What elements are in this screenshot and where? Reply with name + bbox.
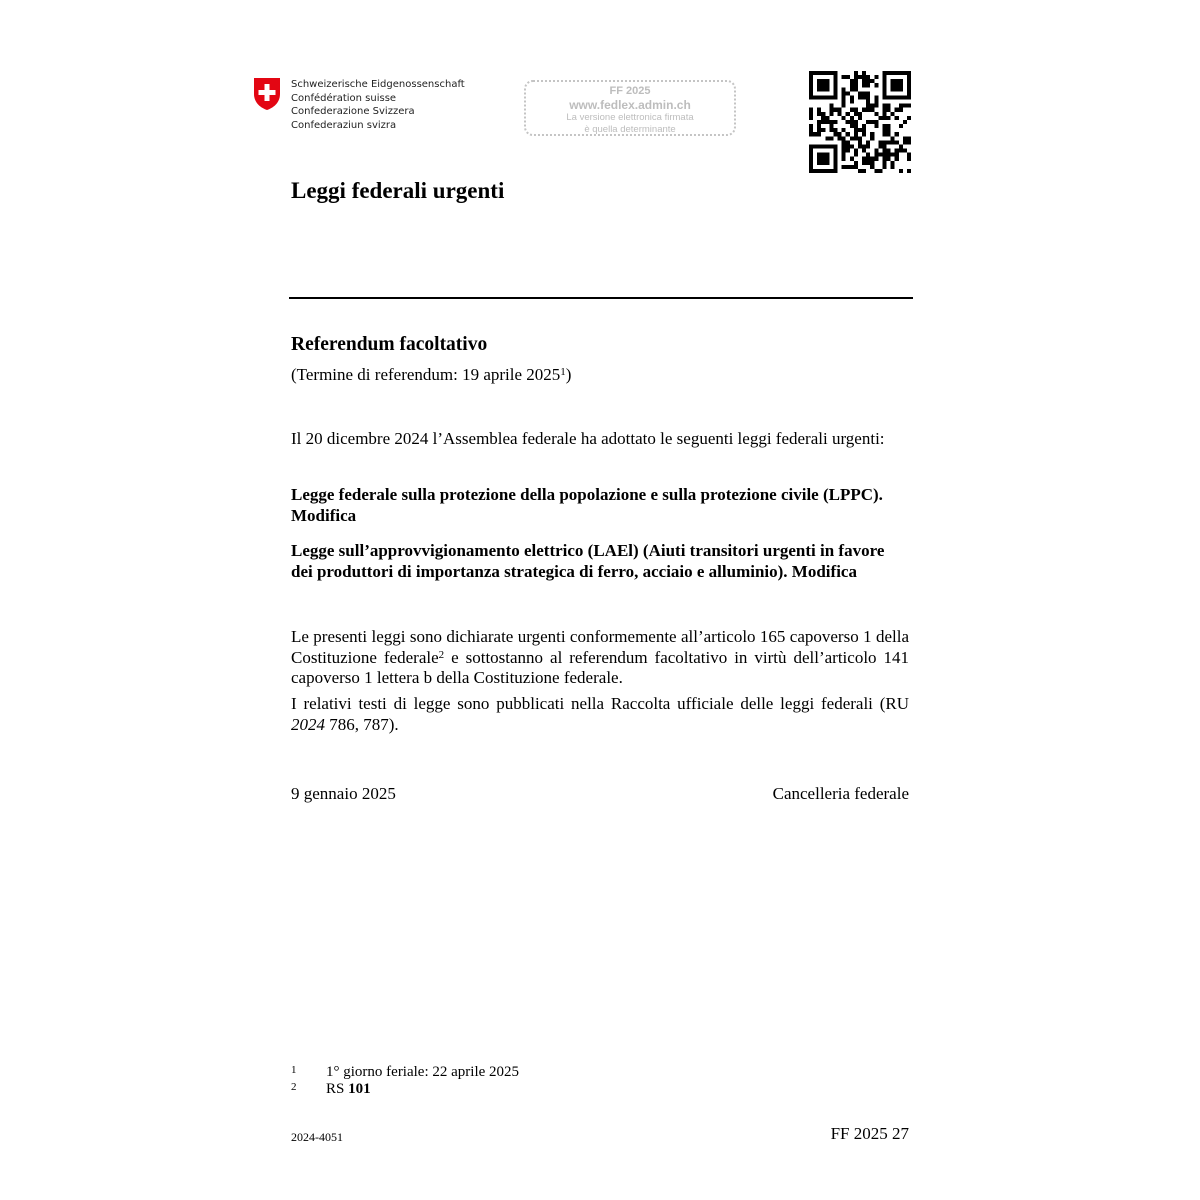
footnote-1-text: 1° giorno feriale: 22 aprile 2025: [326, 1064, 520, 1080]
law-title-lppc: Legge federale sulla protezione della popolazione e sulla protezione civile (LPPC). Modifica: [291, 485, 883, 525]
footnote-ref-2: 2: [438, 648, 445, 661]
confederation-line-de: Schweizerische Eidgenossenschaft: [291, 79, 465, 90]
document-date: 9 gennaio 2025: [291, 784, 396, 803]
referendum-deadline: [291, 365, 571, 385]
footnote-2-prefix: RS: [326, 1081, 349, 1097]
confederation-line-it: Confederazione Svizzera: [291, 106, 415, 117]
swiss-coat-of-arms-icon: [253, 77, 281, 111]
stamp-website: www.fedlex.admin.ch: [569, 98, 691, 112]
document-title: Leggi federali urgenti: [291, 178, 505, 203]
intro-paragraph: Il 20 dicembre 2024 l’Assemblea federale ha adottato le seguenti leggi federali urgenti:: [291, 429, 885, 448]
publication-reference: FF 2025 27: [830, 1124, 909, 1143]
law-title-lael: Legge sull’approvvigionamento elettrico (LAEl) (Aiuti transitori urgenti in favore dei produttori di importanza strategica di ferro, acciaio e alluminio). Modifica: [291, 541, 885, 581]
stamp-note-2: è quella determinante: [584, 124, 676, 135]
footnote-2: [291, 1079, 371, 1098]
deadline-text: (Termine di referendum: 19 aprile 2025: [291, 365, 561, 384]
confederation-line-rm: Confederaziun svizra: [291, 119, 397, 131]
issuing-authority: Cancelleria federale: [772, 784, 909, 803]
footnote-ref-1: 1: [560, 366, 566, 378]
electronic-signature-stamp: [524, 80, 736, 136]
urgency-paragraph: [291, 627, 909, 689]
footnote-2-number-bold: 101: [348, 1081, 371, 1097]
document-number: 2024-4051: [291, 1130, 343, 1144]
confederation-line-fr: Confédération suisse: [291, 92, 397, 104]
section-title: Referendum facoltativo: [291, 334, 488, 355]
publication-text-1: I relativi testi di legge sono pubblicati nella Raccolta ufficiale delle leggi federali (RU: [291, 694, 909, 713]
title-divider: [289, 297, 913, 299]
footnote-2-number: 2: [291, 1081, 297, 1093]
confederation-name-block: [291, 78, 465, 132]
publication-year: 2024: [291, 714, 325, 734]
footnote-1-number: 1: [291, 1064, 297, 1076]
stamp-note-1: La versione elettronica firmata: [566, 112, 694, 123]
deadline-close: ): [565, 365, 572, 384]
publication-text-2: 786, 787).: [325, 714, 399, 734]
qr-code-icon: [809, 71, 911, 173]
publication-paragraph: [291, 694, 909, 735]
urgency-text-2: e sottostanno al referendum facoltativo in virtù dell’articolo 141 capoverso 1 lettera b della Costituzione federale.: [291, 647, 910, 687]
urgency-text-1: Le presenti leggi sono dichiarate urgenti conformemente all’articolo 165 capoverso 1 della Costituzione federale: [291, 627, 909, 667]
stamp-publication: FF 2025: [609, 85, 651, 97]
